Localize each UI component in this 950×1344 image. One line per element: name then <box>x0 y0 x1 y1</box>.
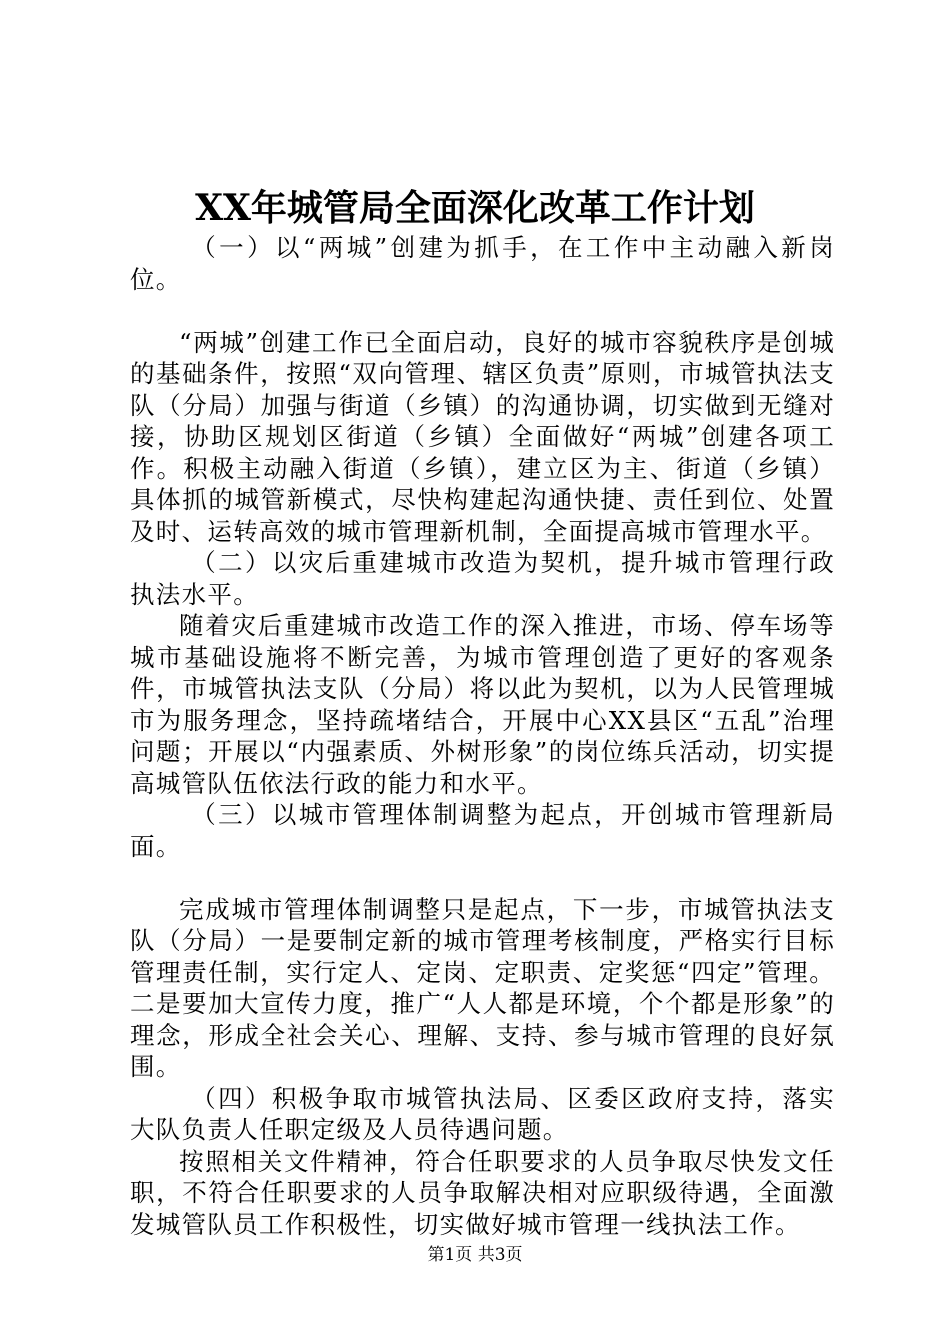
section-heading-1: （一）以“两城”创建为抓手，在工作中主动融入新岗位。 <box>130 233 835 294</box>
document-body <box>130 232 835 1240</box>
section-body-1: “两城”创建工作已全面启动，良好的城市容貌秩序是创城的基础条件，按照“双向管理、辖区负责”原则，市城管执法支队（分局）加强与街道（乡镇）的沟通协调，切实做到无缝对接，协助区规划区街道（乡镇）全面做好“两城”创建各项工作。积极主动融入街道（乡镇），建立区为主、街道（乡镇）具体抓的城管新模式，尽快构建起沟通快捷、责任到位、处置及时、运转高效的城市管理新机制，全面提高城市管理水平。 <box>130 327 835 546</box>
section-heading-2: （二）以灾后重建城市改造为契机，提升城市管理行政执法水平。 <box>130 548 835 609</box>
section-body-2: 随着灾后重建城市改造工作的深入推进，市场、停车场等城市基础设施将不断完善，为城市管理创造了更好的客观条件，市城管执法支队（分局）将以此为契机，以为人民管理城市为服务理念，坚持疏堵结合，开展中心XX县区“五乱”治理问题；开展以“内强素质、外树形象”的岗位练兵活动，切实提高城管队伍依法行政的能力和水平。 <box>130 611 835 798</box>
section-heading-4: （四）积极争取市城管执法局、区委区政府支持，落实大队负责人任职定级及人员待遇问题。 <box>130 1083 835 1144</box>
document-title: XX年城管局全面深化改革工作计划 <box>195 187 755 229</box>
section-body-3: 完成城市管理体制调整只是起点，下一步，市城管执法支队（分局）一是要制定新的城市管理考核制度，严格实行目标管理责任制，实行定人、定岗、定职责、定奖惩“四定”管理。二是要加大宣传力度，推广“人人都是环境，个个都是形象”的理念，形成全社会关心、理解、支持、参与城市管理的良好氛围。 <box>130 894 835 1081</box>
section-heading-3: （三）以城市管理体制调整为起点，开创城市管理新局面。 <box>130 800 835 861</box>
section-body-4: 按照相关文件精神，符合任职要求的人员争取尽快发文任职，不符合任职要求的人员争取解决相对应职级待遇，全面激发城管队员工作积极性，切实做好城市管理一线执法工作。 <box>130 1146 835 1239</box>
page-footer: 第1页 共3页 <box>427 1245 523 1265</box>
